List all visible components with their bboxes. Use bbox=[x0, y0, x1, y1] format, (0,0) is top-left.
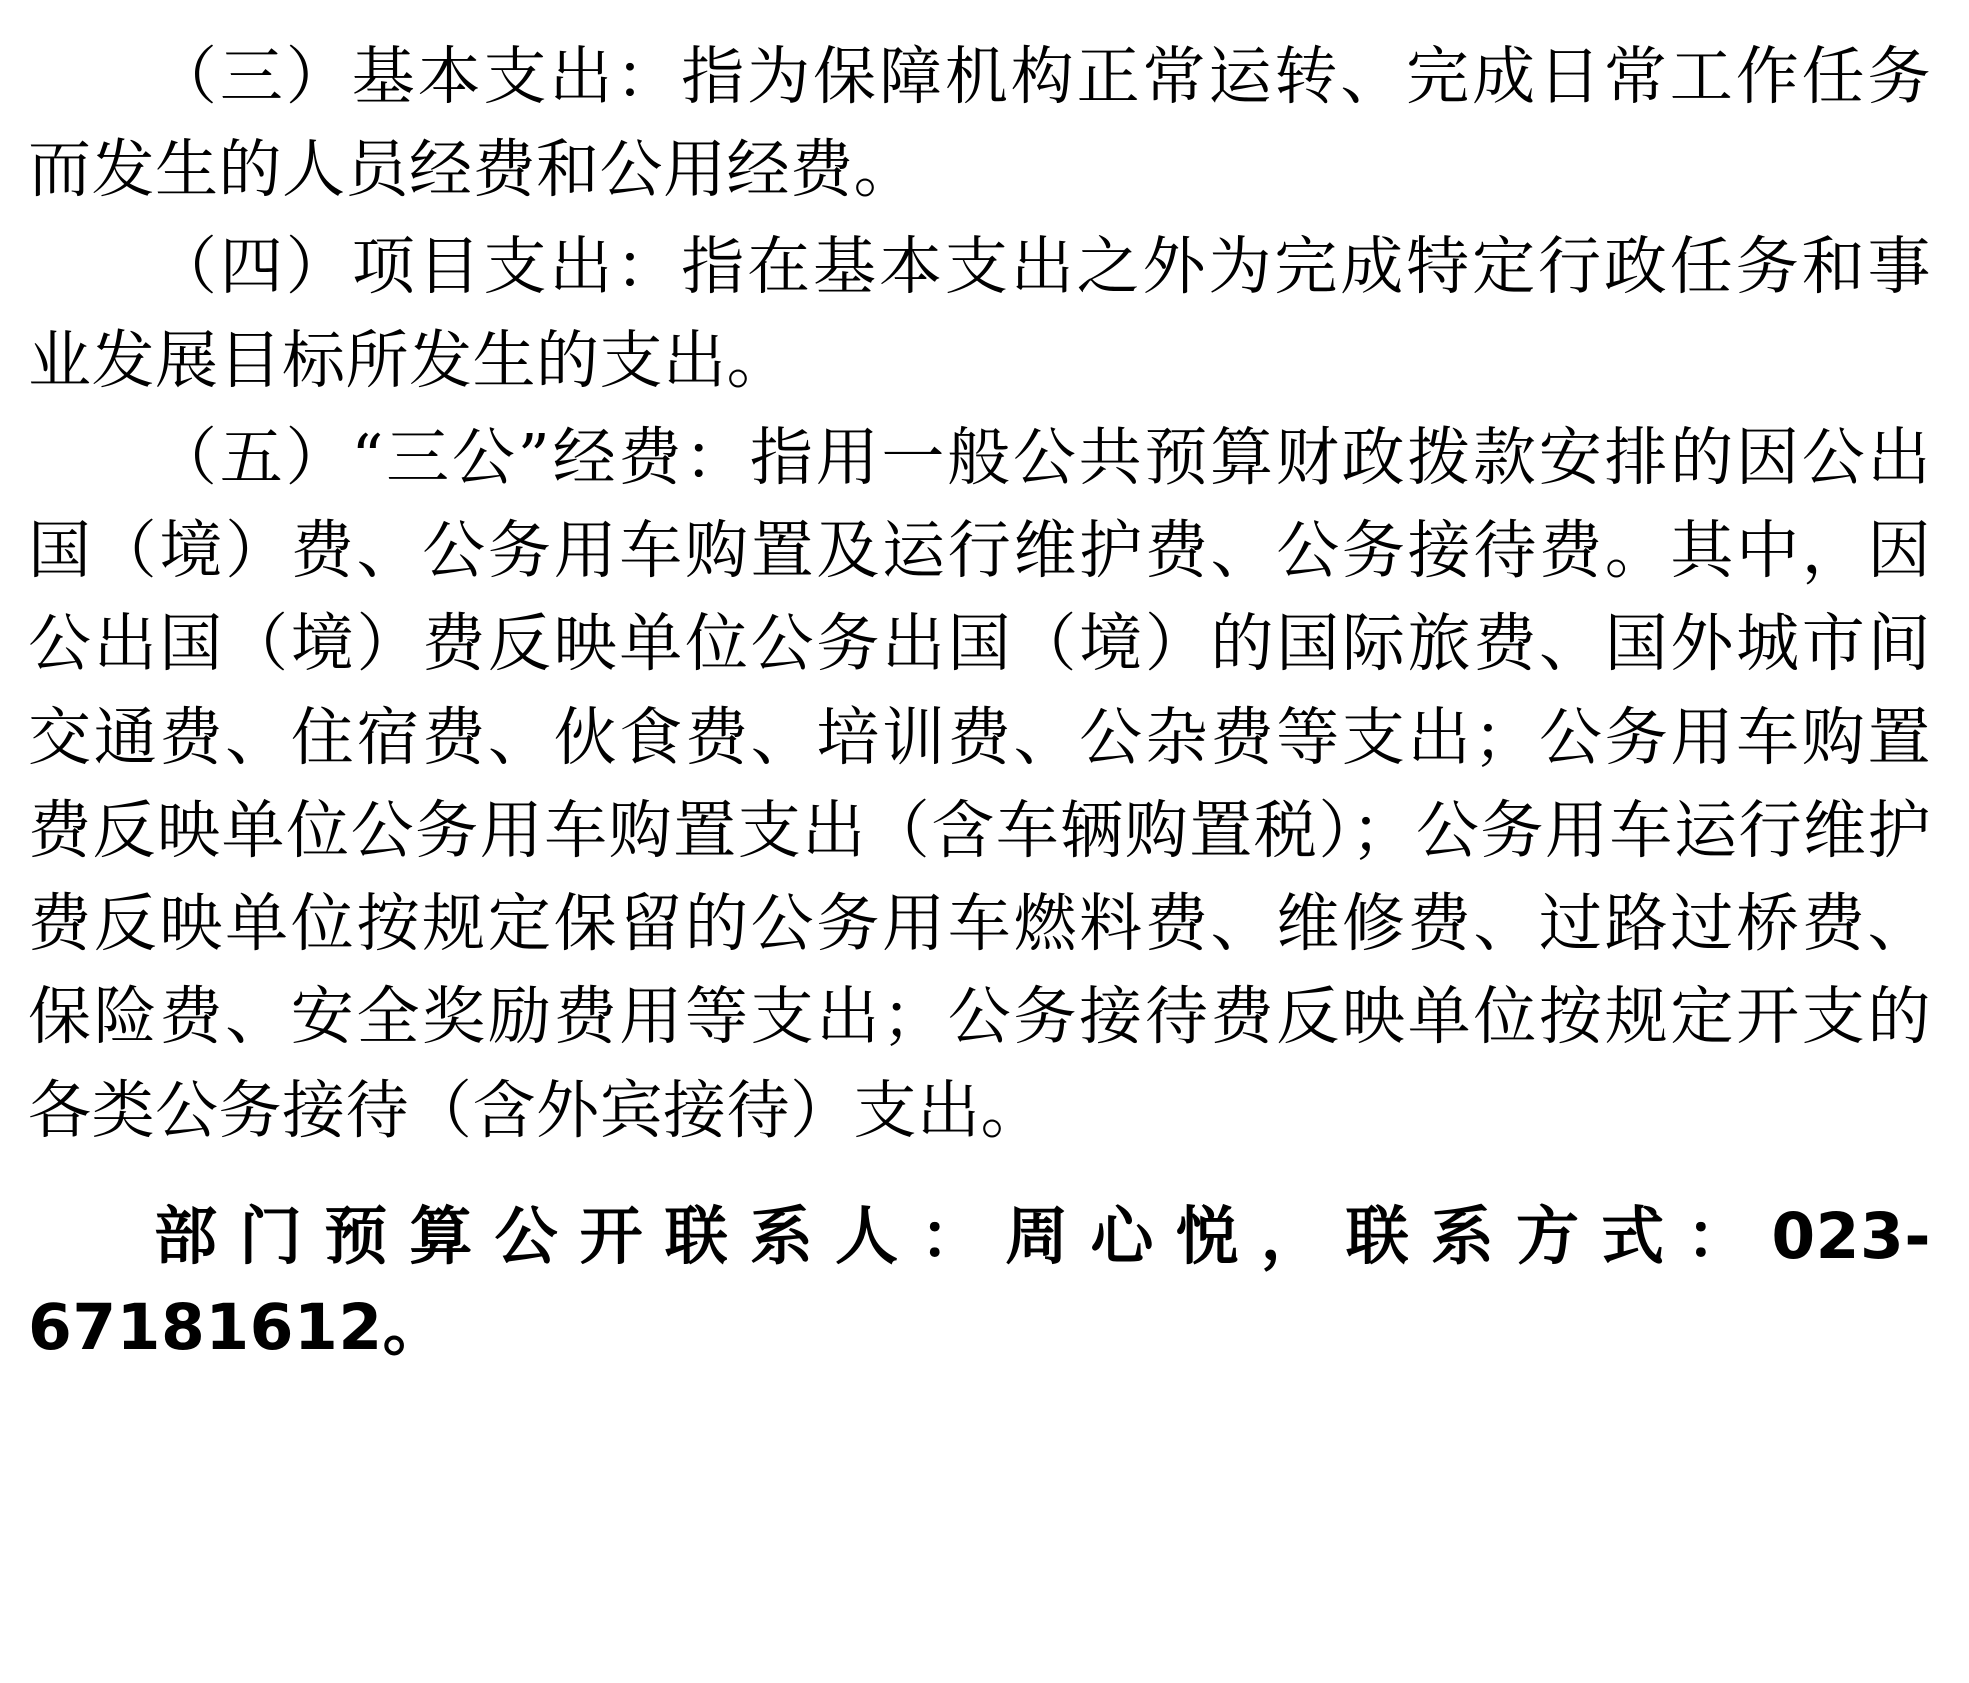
paragraph-project-expenditure: （四）项目支出：指在基本支出之外为完成特定行政任务和事业发展目标所发生的支出。 bbox=[28, 230, 1931, 397]
paragraph-three-public-funds: （五）“三公”经费：指用一般公共预算财政拨款安排的因公出国（境）费、公务用车购置及运行维护费、公务接待费。其中，因公出国（境）费反映单位公务出国（境）的国际旅费、国外城市间交通费、住宿费、伙食费、培训费、公杂费等支出；公务用车购置费反映单位公务用车购置支出（含车辆购置税）；公务用车运行维护费反映单位按规定保留的公务用车燃料费、维修费、过路过桥费、保险费、安全奖励费用等支出；公务接待费反映单位按规定开支的各类公务接待（含外宾接待）支出。 bbox=[28, 420, 1931, 1147]
contact-information: 部门预算公开联系人：周心悦，联系方式：023-67181612。 bbox=[28, 1199, 1931, 1365]
paragraph-basic-expenditure: （三）基本支出：指为保障机构正常运转、完成日常工作任务而发生的人员经费和公用经费。 bbox=[28, 40, 1931, 207]
document-body bbox=[28, 30, 1931, 1374]
